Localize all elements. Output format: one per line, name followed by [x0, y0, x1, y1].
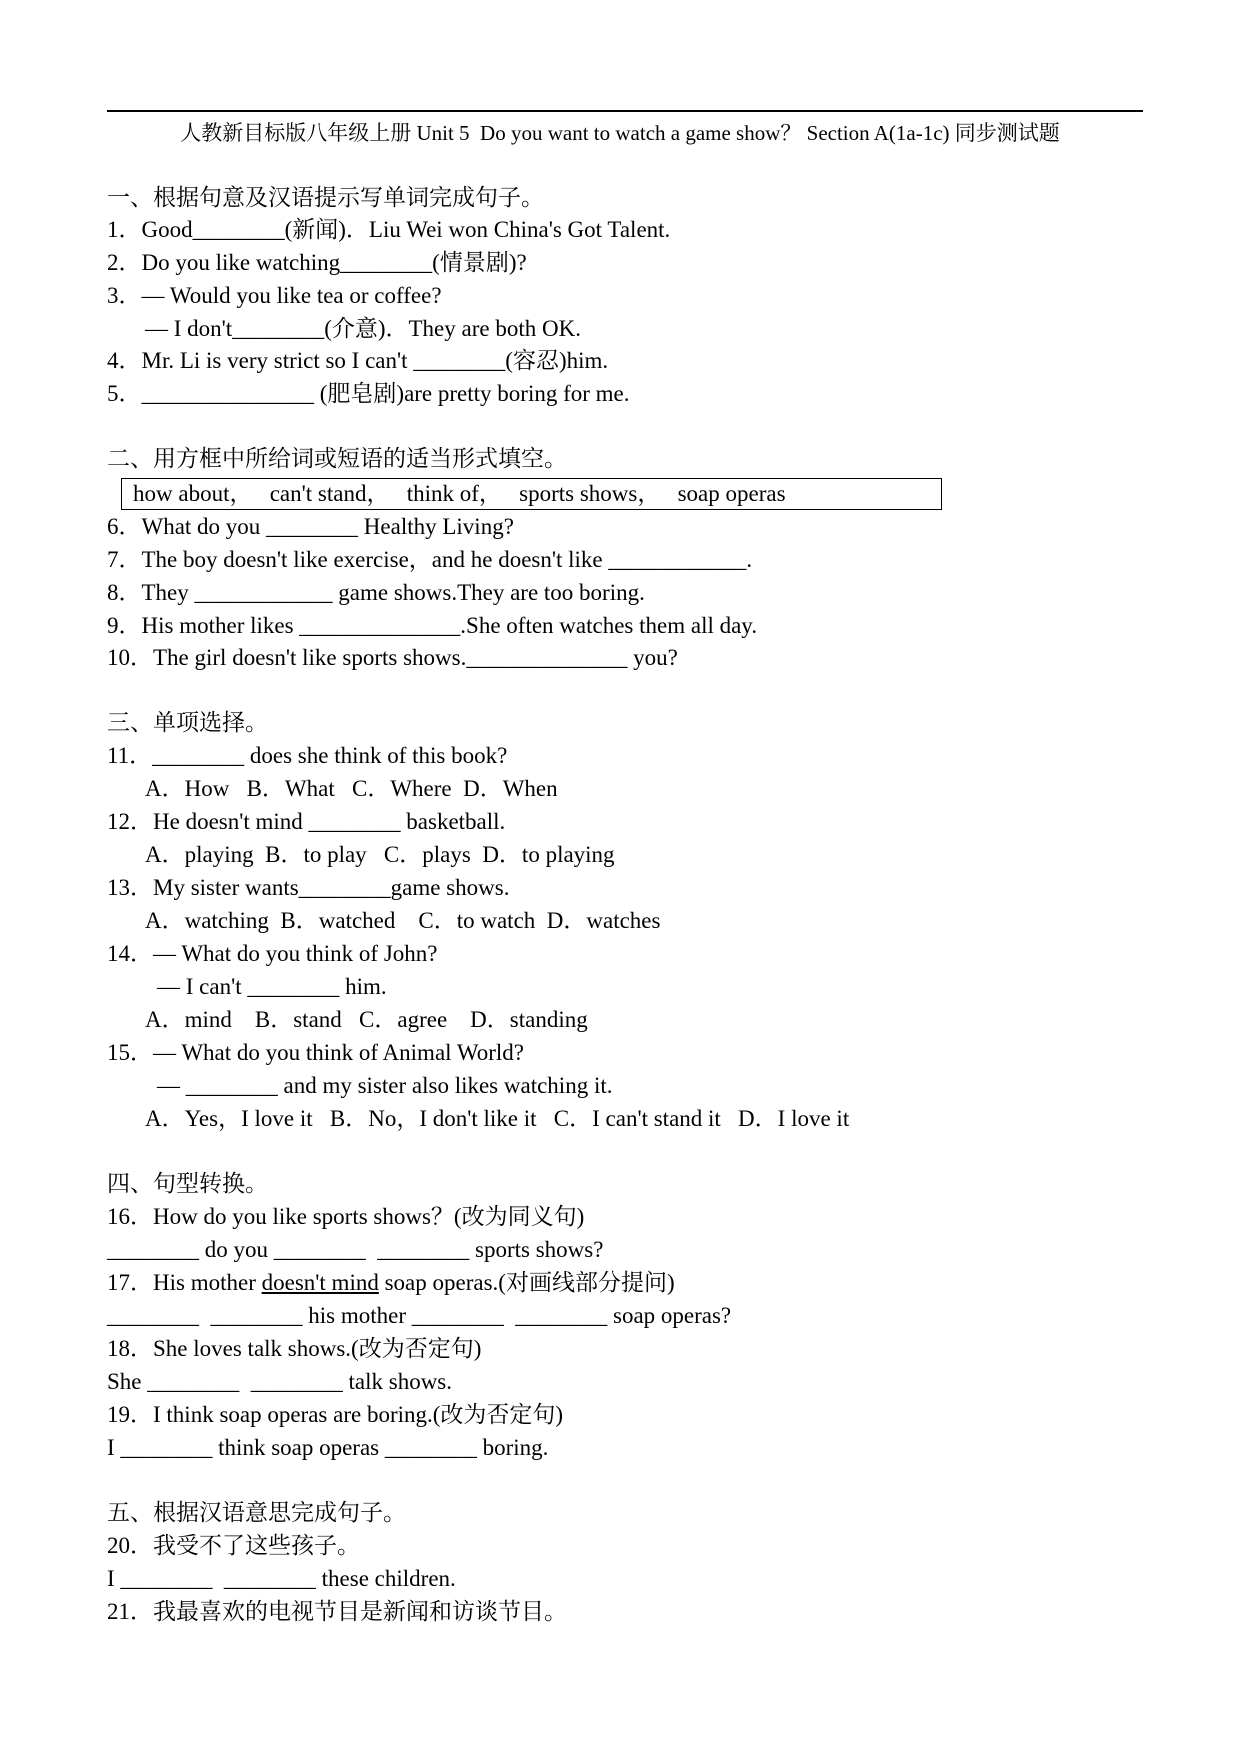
question-13: 13．My sister wants________game shows. — [107, 875, 510, 900]
question-7: 7．The boy doesn't like exercise，and he doesn't like ____________. — [107, 547, 753, 572]
section-1-title: 一、根据句意及汉语提示写单词完成句子。 — [107, 185, 544, 210]
question-17 — [107, 1266, 675, 1300]
section-2-title: 二、用方框中所给词或短语的适当形式填空。 — [107, 446, 567, 471]
question-11: 11．________ does she think of this book? — [107, 743, 508, 768]
question-14-options: A．mind B．stand C．agree D．standing — [145, 1007, 588, 1032]
word-box: how about， can't stand， think of， sports shows， soap operas — [121, 478, 942, 510]
question-18-answer: She ________ ________ talk shows. — [107, 1369, 452, 1394]
question-13-options: A．watching B．watched C．to watch D．watches — [145, 908, 661, 933]
question-8: 8．They ____________ game shows.They are too boring. — [107, 580, 645, 605]
question-20-answer: I ________ ________ these children. — [107, 1566, 456, 1591]
question-12-options: A．playing B．to play C．plays D．to playing — [145, 842, 615, 867]
section-4-title: 四、句型转换。 — [107, 1171, 268, 1196]
question-10: 10．The girl doesn't like sports shows.______________ you? — [107, 645, 678, 670]
question-3: 3．— Would you like tea or coffee? — [107, 283, 442, 308]
question-1: 1．Good________(新闻)．Liu Wei won China's Got Talent. — [107, 217, 671, 242]
question-15-answer: — ________ and my sister also likes watching it. — [157, 1073, 613, 1098]
question-6: 6．What do you ________ Healthy Living? — [107, 514, 514, 539]
page-title: 人教新目标版八年级上册 Unit 5 Do you want to watch a game show？ Section A(1a-1c) 同步测试题 — [180, 121, 1060, 145]
question-15: 15．— What do you think of Animal World? — [107, 1040, 525, 1065]
question-3-answer: — I don't________(介意)．They are both OK. — [145, 316, 581, 341]
question-14-answer: — I can't ________ him. — [157, 974, 387, 999]
question-21: 21．我最喜欢的电视节目是新闻和访谈节目。 — [107, 1599, 567, 1624]
question-17-answer: ________ ________ his mother ________ ________ soap operas? — [107, 1303, 732, 1328]
section-3-title: 三、单项选择。 — [107, 710, 268, 735]
question-20: 20．我受不了这些孩子。 — [107, 1533, 360, 1558]
question-12: 12．He doesn't mind ________ basketball. — [107, 809, 506, 834]
question-4: 4．Mr. Li is very strict so I can't ________(容忍)him. — [107, 348, 609, 373]
question-5: 5．_______________ (肥皂剧)are pretty boring for me. — [107, 381, 630, 406]
header-rule — [107, 110, 1143, 112]
question-14: 14．— What do you think of John? — [107, 941, 438, 966]
question-2: 2．Do you like watching________(情景剧)? — [107, 250, 527, 275]
question-9: 9．His mother likes ______________.She often watches them all day. — [107, 613, 758, 638]
question-16: 16．How do you like sports shows？(改为同义句) — [107, 1204, 585, 1229]
question-19: 19．I think soap operas are boring.(改为否定句) — [107, 1402, 564, 1427]
question-16-answer: ________ do you ________ ________ sports shows? — [107, 1237, 604, 1262]
question-18: 18．She loves talk shows.(改为否定句) — [107, 1336, 482, 1361]
question-19-answer: I ________ think soap operas ________ boring. — [107, 1435, 549, 1460]
question-17-prefix: 17．His mother — [107, 1270, 262, 1295]
underlined-phrase: doesn't mind — [261, 1270, 379, 1295]
section-5-title: 五、根据汉语意思完成句子。 — [107, 1500, 406, 1525]
question-17-suffix: soap operas.(对画线部分提问) — [378, 1270, 675, 1295]
question-15-options: A．Yes，I love it B．No，I don't like it C．I can't stand it D．I love it — [145, 1106, 850, 1131]
question-11-options: A．How B．What C．Where D．When — [145, 776, 558, 801]
